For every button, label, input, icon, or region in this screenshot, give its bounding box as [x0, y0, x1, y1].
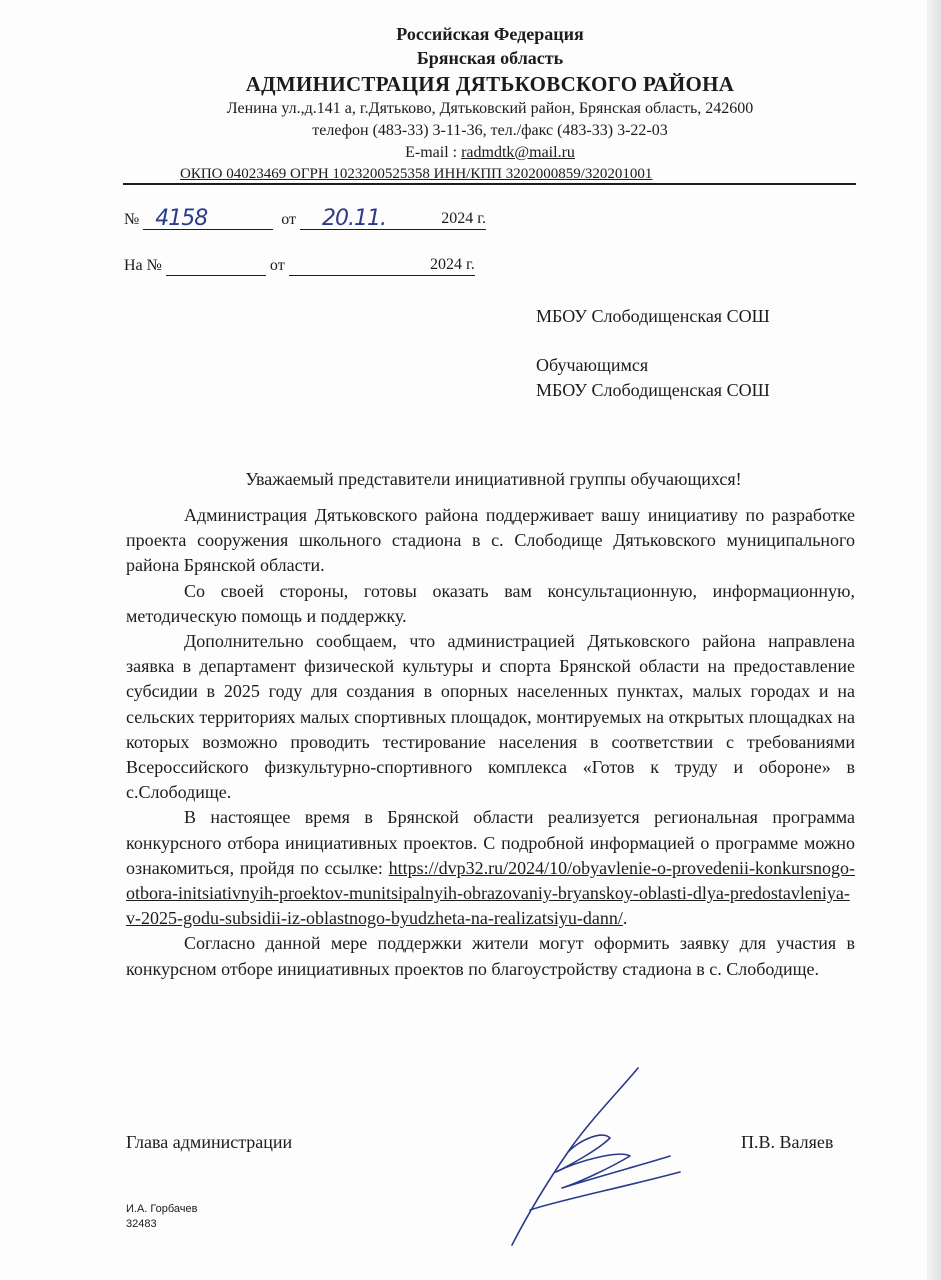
paragraph-5: Согласно данной мере поддержки жители могут оформить заявку для участия в конкурсном отборе инициативных проектов по благоустройству стадиона в с. Слободище. [126, 933, 855, 979]
paragraph-4 [126, 805, 855, 931]
phone-line: телефон (483-33) 3-11-36, тел./факс (483-33) 3-22-03 [312, 122, 668, 139]
executor-name: И.А. Горбачев [126, 1203, 198, 1215]
reply-date-label: от [269, 257, 285, 274]
letter-body [126, 503, 855, 982]
registration-codes [120, 164, 860, 184]
paragraph-4-end: . [622, 908, 628, 929]
header-divider [123, 183, 856, 185]
email-label: E-mail : [405, 144, 462, 161]
outgoing-ref-line [124, 206, 487, 231]
reply-number-blank [166, 257, 266, 276]
reply-ref-line [124, 256, 475, 276]
handwritten-signature [470, 1060, 700, 1260]
address-line: Ленина ул.,д.141 а, г.Дятьково, Дятьковский район, Брянская область, 242600 [226, 100, 754, 117]
region-line: Брянская область [416, 48, 564, 68]
paragraph-1: Администрация Дятьковского района поддерживает вашу инициативу по разработке проекта сооружения школьного стадиона в с. Слободище Дятьковского муниципального района Брянской области. [126, 505, 855, 576]
country-line: Российская Федерация [396, 24, 584, 44]
organization-name: АДМИНИСТРАЦИЯ ДЯТЬКОВСКОГО РАЙОНА [245, 72, 735, 96]
email-link[interactable]: radmdtk@mail.ru [461, 144, 575, 161]
executor-phone: 32483 [126, 1218, 157, 1230]
ref-number-label: № [124, 211, 140, 228]
codes-text: ОКПО 04023469 ОГРН 1023200525358 ИНН/КПП 3202000859/320201001 [180, 166, 653, 182]
addressee-line-3: МБОУ Слободищенская СОШ [536, 380, 770, 400]
salutation: Уважаемый представители инициативной группы обучающихся! [245, 469, 742, 489]
paragraph-3: Дополнительно сообщаем, что администрацией Дятьковского района направлена заявка в департамент физической культуры и спорта Брянской области на предоставление субсидии в 2025 году для создания в опорных населенных пунктах, малых городах и на сельских территориях малых спортивных площадок, монтируемых на открытых площадках на которых возможно проводить тестирование населения в соответствии с требованиями Всероссийского физкультурно-спортивного комплекса «Готов к труду и обороне» в с.Слободище. [126, 631, 855, 803]
ref-number-blank [143, 206, 273, 231]
ref-date-blank [300, 206, 487, 231]
reply-number-label: На № [124, 257, 162, 274]
signer-name: П.В. Валяев [741, 1132, 834, 1152]
addressee-line-2: Обучающимся [536, 355, 649, 375]
addressee-line-1: МБОУ Слободищенская СОШ [536, 306, 770, 326]
paragraph-2: Со своей стороны, готовы оказать вам консультационную, информационную, методическую помощь и поддержку. [126, 580, 855, 626]
letterhead [120, 22, 860, 184]
page-edge-shadow [927, 0, 941, 1280]
ref-number-handwritten: 4158 [155, 206, 208, 231]
executor-info [126, 1202, 197, 1232]
ref-date-label: от [281, 211, 297, 228]
ref-year: 2024 г. [441, 210, 487, 227]
reply-date-blank [289, 257, 475, 276]
program-link[interactable]: https://dvp32.ru/2024/10/obyavlenie-o-provedenii-konkursnogo-otbora-initsiativnyih-proektov-munitsipalnyih-obrazovaniy-bryanskoy-oblasti-dlya-predostavleniya-v-2025-godu-subsidii-iz-oblastnogo-byudzheta-na-realizatsiyu-dann/ [126, 857, 855, 929]
ref-date-handwritten: 20.11. [322, 206, 387, 231]
signer-title: Глава администрации [126, 1132, 293, 1152]
email-line [120, 142, 860, 164]
paragraph-4-text: В настоящее время в Брянской области реализуется региональная программа конкурсного отбора инициативных проектов. С подробной информацией о программе можно ознакомиться, пройдя по ссылке: [126, 807, 855, 878]
reply-year: 2024 г. [429, 256, 475, 273]
